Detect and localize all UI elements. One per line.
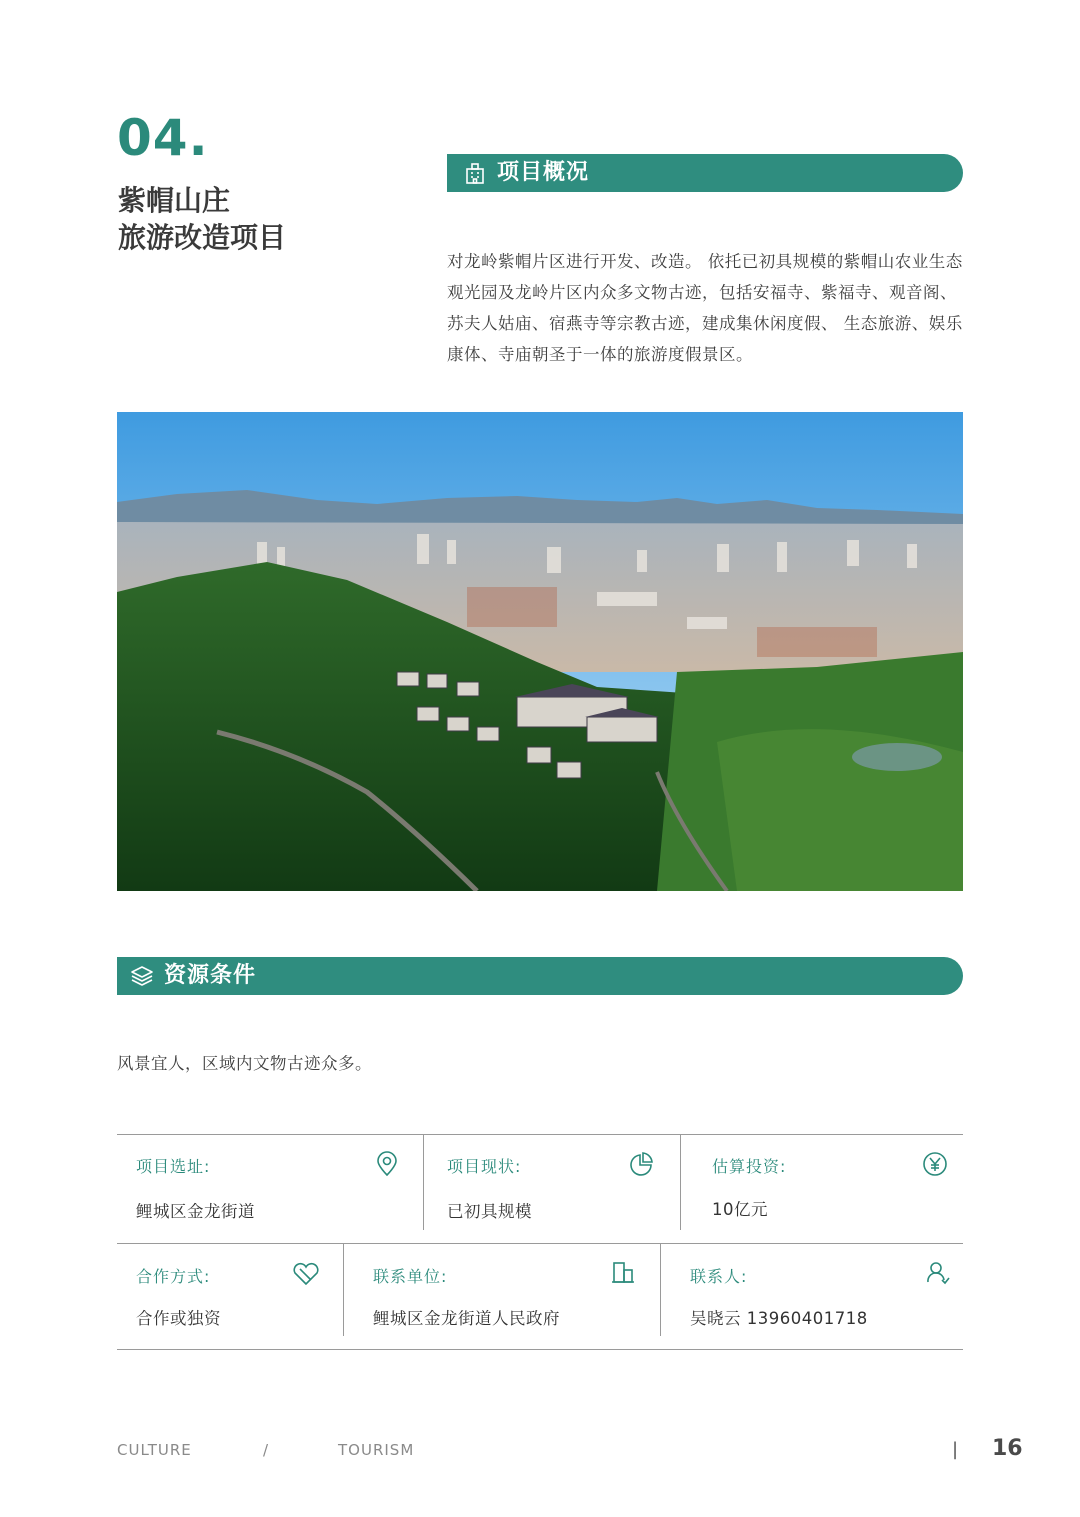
contact-unit-value: 鲤城区金龙街道人民政府: [373, 1309, 560, 1328]
title-line-1: 紫帽山庄: [118, 184, 231, 217]
status-label: 项目现状:: [447, 1157, 522, 1176]
investment-label: 估算投资:: [712, 1157, 787, 1176]
location-pin-icon: [374, 1151, 400, 1177]
table-divider: [423, 1134, 424, 1230]
investment-value: 10亿元: [712, 1200, 768, 1219]
overview-text: 对龙岭紫帽片区进行开发、改造。 依托已初具规模的紫帽山农业生态观光园及龙岭片区内众多文物古迹，包括安福寺、紫福寺、观音阁、苏夫人姑庙、宿燕寺等宗教古迹，建成集休闲度假、 生态旅游、娱乐康体、寺庙朝圣于一体的旅游度假景区。: [447, 252, 963, 364]
page-title: [118, 182, 286, 256]
pie-chart-icon: [628, 1151, 654, 1177]
table-divider: [680, 1134, 681, 1230]
section-number: 04.: [117, 109, 209, 167]
footer-tourism: TOURISM: [338, 1441, 415, 1459]
page-number: 16: [992, 1436, 1023, 1461]
table-line-top: [117, 1134, 963, 1135]
footer-culture: CULTURE: [117, 1441, 192, 1459]
heart-icon: [291, 1261, 321, 1287]
contact-unit-label: 联系单位:: [373, 1267, 448, 1286]
user-icon: [925, 1260, 951, 1286]
resources-section-header: [117, 957, 963, 995]
address-label: 项目选址:: [136, 1157, 211, 1176]
table-line-bottom: [117, 1349, 963, 1350]
yuan-icon: [922, 1151, 948, 1177]
cooperation-value: 合作或独资: [136, 1309, 221, 1328]
resources-text: 风景宜人，区域内文物古迹众多。: [117, 1054, 372, 1073]
project-photo: [117, 412, 963, 891]
layers-icon: [130, 964, 154, 988]
status-value: 已初具规模: [447, 1202, 532, 1221]
building-icon: [463, 161, 487, 185]
overview-heading: 项目概况: [497, 160, 590, 185]
footer-slash: /: [263, 1441, 270, 1459]
contact-person-value: 吴晓云 13960401718: [690, 1309, 868, 1328]
footer-separator: |: [952, 1439, 960, 1460]
table-line-middle: [117, 1243, 963, 1244]
contact-person-label: 联系人:: [690, 1267, 748, 1286]
resources-heading: 资源条件: [164, 963, 257, 988]
overview-section-header: [447, 154, 963, 192]
table-divider: [343, 1243, 344, 1336]
title-line-2: 旅游改造项目: [118, 221, 287, 254]
cooperation-label: 合作方式:: [136, 1267, 211, 1286]
table-divider: [660, 1243, 661, 1336]
address-value: 鲤城区金龙街道: [136, 1202, 255, 1221]
office-building-icon: [610, 1260, 636, 1286]
